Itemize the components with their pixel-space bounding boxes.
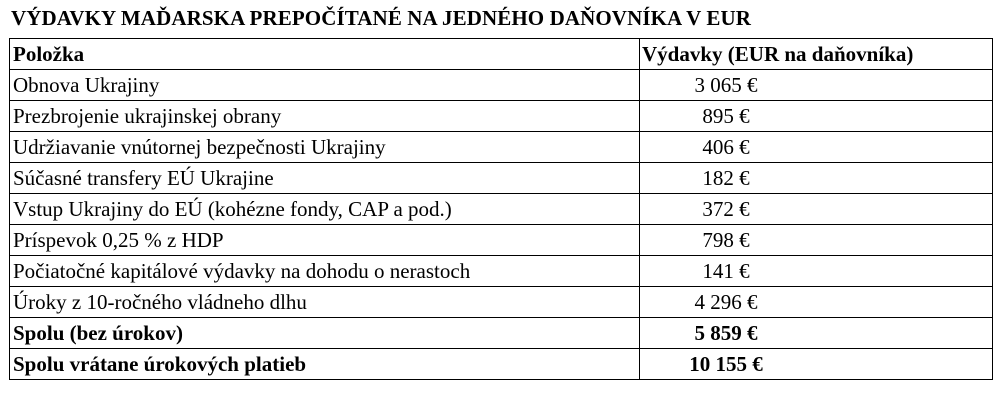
table-row [10, 225, 993, 256]
header-item: Položka [10, 39, 640, 70]
row-item: Vstup Ukrajiny do EÚ (kohézne fondy, CAP a pod.) [10, 194, 640, 225]
row-item: Udržiavanie vnútornej bezpečnosti Ukrajiny [10, 132, 640, 163]
total-item: Spolu (bez úrokov) [10, 318, 640, 349]
table-row [10, 101, 993, 132]
row-value: 895 € [640, 101, 993, 132]
table-row [10, 132, 993, 163]
expenses-table [9, 38, 993, 380]
row-value: 4 296 € [640, 287, 993, 318]
table-row [10, 70, 993, 101]
row-value: 406 € [640, 132, 993, 163]
header-value: Výdavky (EUR na daňovníka) [640, 39, 993, 70]
table-row [10, 163, 993, 194]
row-value: 372 € [640, 194, 993, 225]
row-value: 798 € [640, 225, 993, 256]
row-item: Súčasné transfery EÚ Ukrajine [10, 163, 640, 194]
row-item: Počiatočné kapitálové výdavky na dohodu o nerastoch [10, 256, 640, 287]
grand-total-row [10, 349, 993, 380]
document-title: VÝDAVKY MAĎARSKA PREPOČÍTANÉ NA JEDNÉHO DAŇOVNÍKA V EUR [11, 6, 751, 30]
grand-total-item: Spolu vrátane úrokových platieb [10, 349, 640, 380]
table-row [10, 194, 993, 225]
row-item: Úroky z 10-ročného vládneho dlhu [10, 287, 640, 318]
table-row [10, 287, 993, 318]
header-row [10, 39, 993, 70]
row-value: 3 065 € [640, 70, 993, 101]
row-item: Príspevok 0,25 % z HDP [10, 225, 640, 256]
total-row [10, 318, 993, 349]
row-item: Obnova Ukrajiny [10, 70, 640, 101]
grand-total-value: 10 155 € [640, 349, 993, 380]
row-value: 182 € [640, 163, 993, 194]
table-row [10, 256, 993, 287]
total-value: 5 859 € [640, 318, 993, 349]
row-item: Prezbrojenie ukrajinskej obrany [10, 101, 640, 132]
row-value: 141 € [640, 256, 993, 287]
